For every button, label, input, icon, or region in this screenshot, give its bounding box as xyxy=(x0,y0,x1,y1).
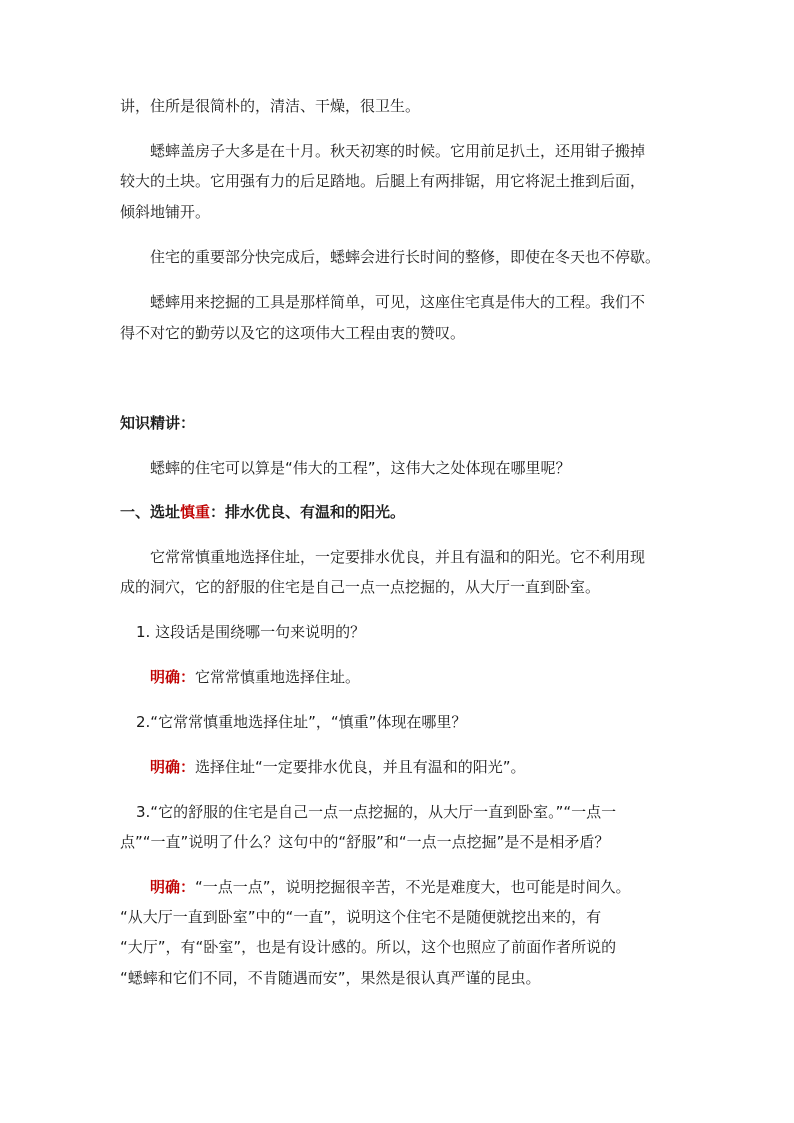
text-line-4: 倾斜地铺开。 xyxy=(120,203,211,221)
answer-text: “一点一点”，说明挖掘很辛苦，不光是难度大，也可能是时间久。 xyxy=(195,878,631,896)
answer-3-line-2: “从大厅一直到卧室”中的“一直”，说明这个住宅不是随便就挖出来的，有 xyxy=(120,908,602,926)
answer-text: 选择住址“一定要排水优良，并且有温和的阳光”。 xyxy=(195,758,526,776)
answer-2 xyxy=(150,757,526,777)
question-2: 2.“它常常慎重地选择住址”，“慎重”体现在哪里？ xyxy=(136,713,467,731)
question-3-line-2: 点”“一直”说明了什么？这句中的“舒服”和“一点一点挖掘”是不是相矛盾？ xyxy=(120,833,610,851)
text-line-2: 蟋蟀盖房子大多是在十月。秋天初寒的时候。它用前足扒土，还用钳子搬掉 xyxy=(150,142,646,160)
section-intro: 蟋蟀的住宅可以算是“伟大的工程”，这伟大之处体现在哪里呢？ xyxy=(150,459,571,477)
answer-3-line-4: “蟋蟀和它们不同，不肯随遇而安”，果然是很认真严谨的昆虫。 xyxy=(120,969,541,987)
answer-1 xyxy=(150,667,360,687)
answer-text: 它常常慎重地选择住址。 xyxy=(195,668,361,686)
question-1: 1. 这段话是围绕哪一句来说明的？ xyxy=(136,623,366,641)
text-line-1: 讲，住所是很简朴的，清洁、干燥，很卫生。 xyxy=(120,97,421,115)
answer-label: 明确： xyxy=(150,878,196,896)
section-heading: 知识精讲： xyxy=(120,414,196,432)
point-paragraph-line-2: 成的洞穴，它的舒服的住宅是自己一点一点挖掘的，从大厅一直到卧室。 xyxy=(120,578,601,596)
text-line-7: 得不对它的勤劳以及它的这项伟大工程由衷的赞叹。 xyxy=(120,324,466,342)
answer-3-line-3: “大厅”，有“卧室”，也是有设计感的。所以，这个也照应了前面作者所说的 xyxy=(120,938,617,956)
text-line-5: 住宅的重要部分快完成后，蟋蟀会进行长时间的整修，即使在冬天也不停歇。 xyxy=(150,248,661,266)
answer-label: 明确： xyxy=(150,758,196,776)
answer-3-line-1 xyxy=(150,877,631,897)
answer-label: 明确： xyxy=(150,668,196,686)
text-line-6: 蟋蟀用来挖掘的工具是那样简单，可见，这座住宅真是伟大的工程。我们不 xyxy=(150,293,646,311)
point-paragraph-line-1: 它常常慎重地选择住址，一定要排水优良，并且有温和的阳光。它不利用现 xyxy=(150,548,646,566)
point-title-suffix: ：排水优良、有温和的阳光。 xyxy=(210,503,406,521)
point-title xyxy=(120,502,405,522)
point-title-prefix: 一、选址 xyxy=(120,503,181,521)
question-3-line-1: 3.“它的舒服的住宅是自己一点一点挖掘的，从大厅一直到卧室。”“一点一 xyxy=(136,803,617,821)
text-line-3: 较大的土块。它用强有力的后足踏地。后腿上有两排锯，用它将泥土推到后面， xyxy=(120,172,646,190)
point-title-highlight: 慎重 xyxy=(180,503,211,521)
